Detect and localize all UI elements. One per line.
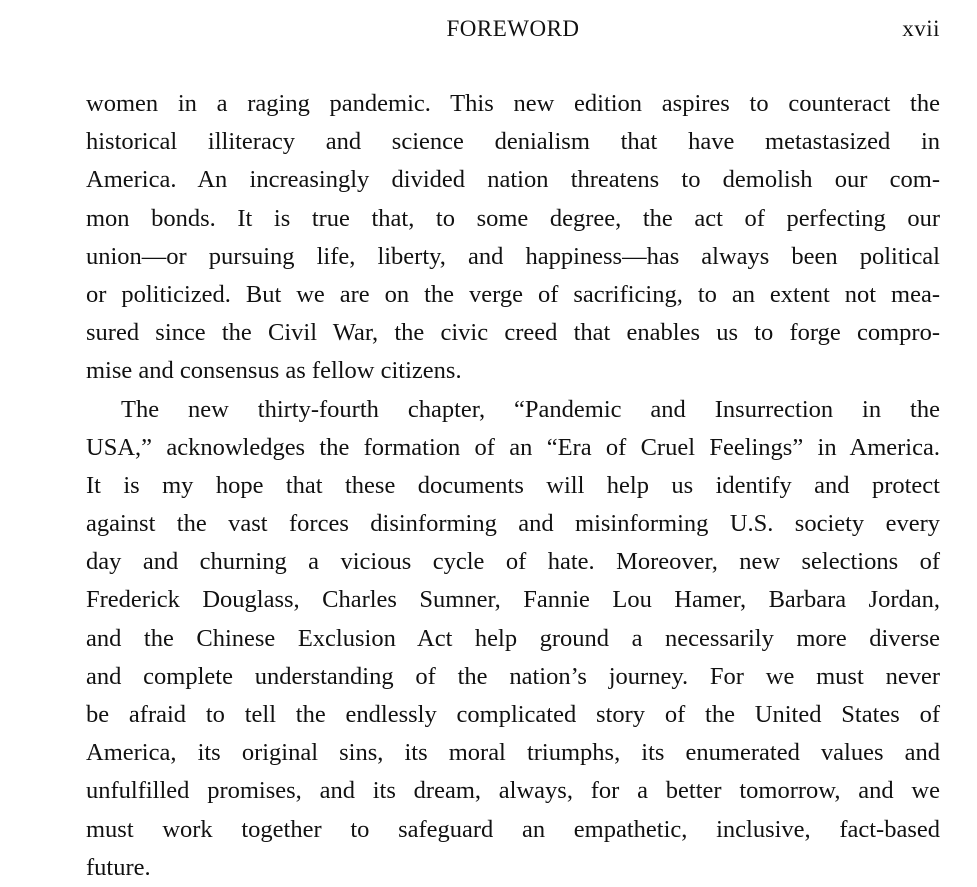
text-line: It is my hope that these documents will help us identify and protect: [86, 471, 940, 499]
running-head: [86, 16, 940, 46]
running-title: FOREWORD: [446, 16, 580, 41]
text-line: against the vast forces disinforming and misinforming U.S. society every: [86, 510, 940, 538]
text-line: historical illiteracy and science denialism that have metastasized in: [86, 128, 940, 156]
text-line: America, its original sins, its moral triumphs, its enumerated values and: [86, 739, 940, 767]
paragraph-first-line: The new thirty-fourth chapter, “Pandemic and Insurrection in the: [121, 395, 940, 423]
text-line: mon bonds. It is true that, to some degree, the act of perfecting our: [86, 204, 940, 232]
text-line: USA,” acknowledges the formation of an “Era of Cruel Feelings” in America.: [86, 433, 940, 461]
text-line: be afraid to tell the endlessly complicated story of the United States of: [86, 701, 940, 728]
body-text: [86, 85, 940, 887]
text-line: or politicized. But we are on the verge of sacrificing, to an extent not mea-: [86, 280, 940, 308]
text-line: day and churning a vicious cycle of hate. Moreover, new selections of: [86, 548, 940, 576]
text-line: women in a raging pandemic. This new edition aspires to counteract the: [86, 90, 940, 117]
text-line: America. An increasingly divided nation threatens to demolish our com-: [86, 166, 940, 194]
text-line: sured since the Civil War, the civic creed that enables us to forge compro-: [86, 319, 940, 347]
text-line: Frederick Douglass, Charles Sumner, Fannie Lou Hamer, Barbara Jordan,: [86, 586, 940, 614]
text-line: and the Chinese Exclusion Act help ground a necessarily more diverse: [86, 624, 940, 652]
text-line: mise and consensus as fellow citizens.: [86, 357, 462, 385]
text-line: must work together to safeguard an empathetic, inclusive, fact-based: [86, 815, 940, 843]
text-line: union—or pursuing life, liberty, and happiness—has always been political: [86, 242, 940, 270]
text-line: unfulfilled promises, and its dream, always, for a better tomorrow, and we: [86, 777, 940, 805]
text-line: future.: [86, 853, 151, 881]
page-number: xvii: [902, 16, 940, 41]
text-line: and complete understanding of the nation’s journey. For we must never: [86, 662, 940, 690]
